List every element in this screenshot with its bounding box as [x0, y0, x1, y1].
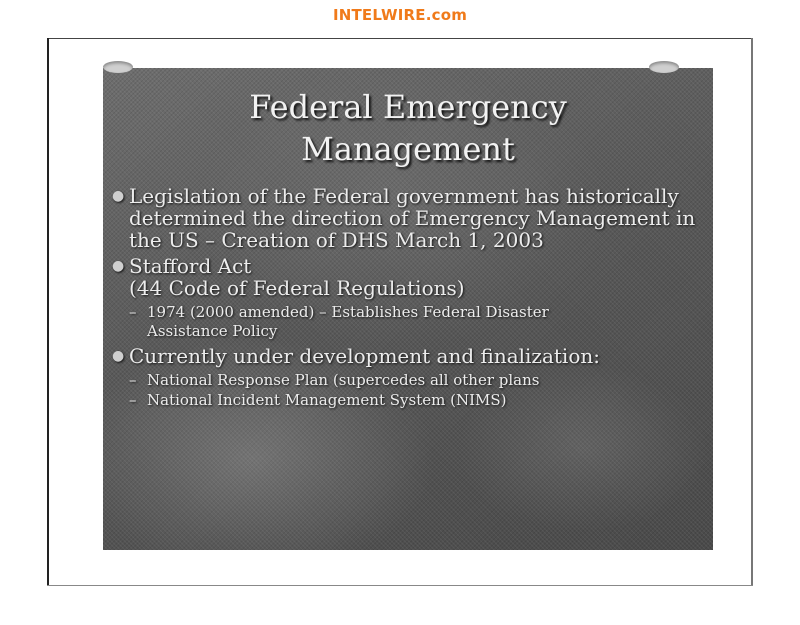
intelwire-watermark: INTELWIRE.com	[332, 6, 468, 24]
bullet-dot-icon: ●	[112, 258, 125, 274]
sub-bullet-nims	[103, 391, 713, 410]
bullet-dot-icon: ●	[112, 348, 125, 364]
page-frame-bottom	[47, 585, 753, 586]
bullet-legislation	[103, 185, 713, 251]
slide-title-line-1: Federal Emergency	[249, 88, 567, 126]
bullet-text-line: Currently under development and finalization:	[129, 344, 600, 368]
punch-hole	[649, 61, 679, 73]
bullet-text-line: determined the direction of Emergency Management in	[129, 206, 696, 230]
sub-bullet-1974	[103, 303, 713, 341]
presentation-slide	[103, 68, 713, 550]
bullet-list	[103, 185, 713, 411]
bullet-text-line: Stafford Act	[129, 254, 252, 278]
bullet-text-line: (44 Code of Federal Regulations)	[129, 276, 465, 300]
sub-bullet-response-plan	[103, 371, 713, 390]
sub-bullet-text-line: National Incident Management System (NIMS)	[147, 391, 507, 409]
slide-title	[103, 86, 713, 170]
sub-bullet-text-line: 1974 (2000 amended) – Establishes Federal Disaster	[147, 303, 549, 321]
sub-bullet-text-line: Assistance Policy	[147, 322, 278, 340]
punch-hole	[103, 61, 133, 73]
page-frame-top	[47, 38, 753, 39]
page-frame-left	[47, 38, 49, 586]
bullet-dot-icon: ●	[112, 188, 125, 204]
bullet-development	[103, 345, 713, 367]
sub-bullet-dash-icon: –	[129, 391, 137, 409]
page-frame-right	[751, 38, 753, 586]
bullet-text-line: the US – Creation of DHS March 1, 2003	[129, 228, 544, 252]
sub-bullet-dash-icon: –	[129, 303, 137, 321]
bullet-text-line: Legislation of the Federal government has historically	[129, 184, 679, 208]
sub-bullet-dash-icon: –	[129, 371, 137, 389]
bullet-stafford-act	[103, 255, 713, 299]
slide-title-line-2: Management	[301, 130, 515, 168]
sub-bullet-text-line: National Response Plan (supercedes all other plans	[147, 371, 540, 389]
